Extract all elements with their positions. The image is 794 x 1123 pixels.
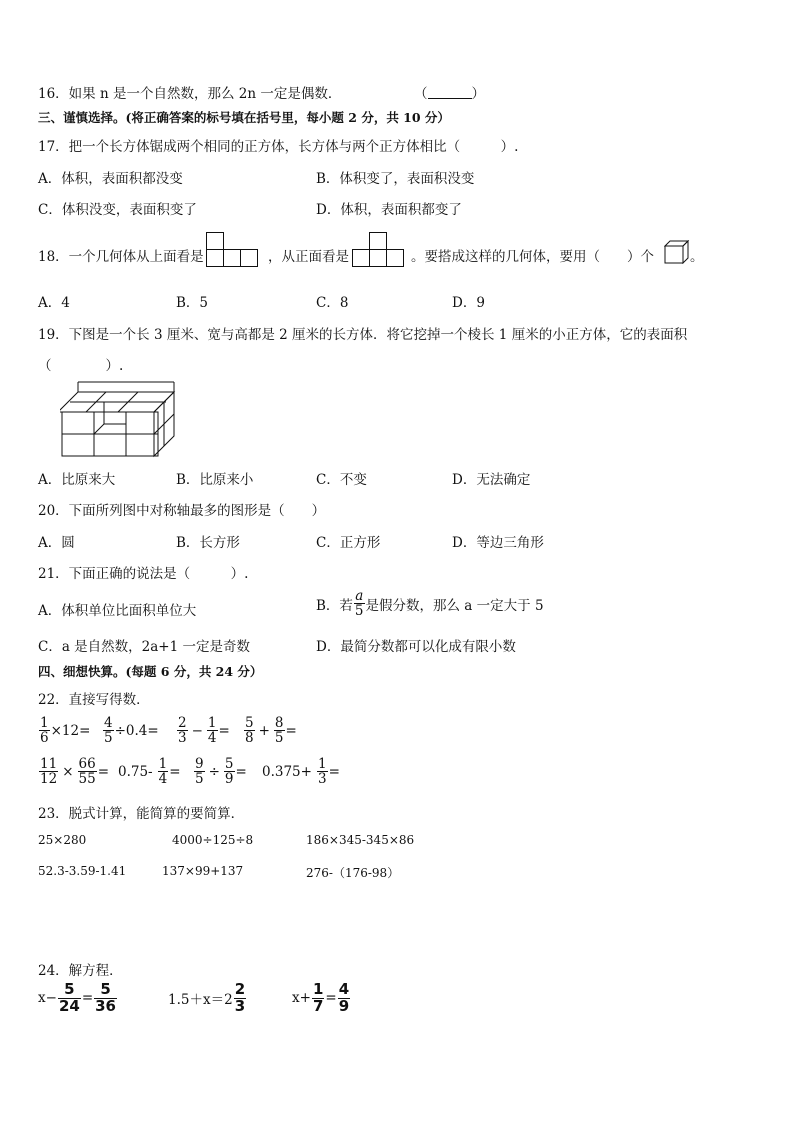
expr-tail: ÷0.4=	[114, 722, 159, 739]
q19-stem: 19．下图是一个长 3 厘米、宽与高都是 2 厘米的长方体．将它挖掉一个棱长 1 厘米的小正方体，它的表面积	[38, 327, 688, 343]
fraction-numerator: 1	[317, 756, 327, 772]
q22-row1-item2	[102, 716, 159, 745]
grid-cell	[206, 232, 224, 250]
q17-stem: 17．把一个长方体锯成两个相同的正方体，长方体与两个正方体相比（ ）.	[38, 139, 519, 155]
grid-cell	[369, 232, 387, 250]
grid-cell	[240, 249, 258, 267]
fraction-denominator: 55	[78, 771, 96, 788]
q21-optb-post: 是假分数，那么 a 一定大于 5	[365, 597, 544, 614]
q23-item-3: 186×345-345×86	[306, 833, 415, 847]
q19-option-d[interactable]: D．无法确定	[452, 472, 531, 488]
fraction-numerator: 2	[234, 980, 246, 998]
expr-pre: 0.75-	[118, 763, 153, 780]
fraction-numerator: 1	[207, 715, 217, 731]
q18-stem-part1: 18．一个几何体从上面看是	[38, 249, 204, 265]
fraction-denominator: 4	[207, 730, 217, 747]
fraction-denominator: 4	[158, 771, 168, 788]
q18-stem-part3: 。要搭成这样的几何体，要用（ ）个	[411, 249, 654, 265]
fraction-denominator: 6	[40, 730, 49, 747]
fraction-numerator: 5	[224, 756, 234, 772]
equation-pre: 1.5＋x＝2	[168, 992, 233, 1009]
q17-option-a[interactable]: A．体积，表面积都没变	[38, 171, 183, 187]
q24-equation-2	[168, 982, 247, 1015]
q24-equation-3	[292, 982, 351, 1015]
q18-stem-part4: 。	[690, 249, 704, 265]
operator: −	[191, 722, 203, 739]
q22-row2-item1	[38, 757, 109, 786]
fraction-numerator: 5	[245, 715, 254, 731]
fraction-numerator: 5	[58, 982, 81, 999]
q17-option-d[interactable]: D．体积，表面积都变了	[316, 202, 462, 218]
fraction-numerator: 1	[312, 980, 324, 998]
fraction-denominator: 9	[224, 771, 234, 788]
equals-sign: =	[325, 990, 337, 1007]
fraction-numerator: 5	[94, 982, 117, 999]
q19-option-c[interactable]: C．不变	[316, 472, 367, 488]
fraction-denominator: 8	[245, 730, 254, 747]
fraction-denominator: 9	[338, 996, 350, 1015]
fraction-numerator: a	[355, 588, 364, 604]
q21-option-b[interactable]	[316, 589, 544, 618]
q22-row2-item3	[193, 757, 247, 786]
expr-tail: ×12=	[50, 722, 91, 739]
cube-icon	[664, 240, 690, 264]
q21-option-d[interactable]: D．最简分数都可以化成有限小数	[316, 639, 516, 655]
equation-pre: x+	[292, 990, 311, 1007]
fraction-denominator: 12	[40, 771, 58, 788]
q21-stem: 21．下面正确的说法是（ ）.	[38, 566, 249, 582]
q20-option-c[interactable]: C．正方形	[316, 535, 381, 551]
fraction-denominator: 3	[178, 730, 187, 747]
fraction-denominator: 5	[354, 603, 364, 620]
fraction-numerator: 11	[40, 756, 58, 772]
q16-blank-line	[428, 86, 472, 99]
q21-option-c[interactable]: C．a 是自然数，2a+1 一定是奇数	[38, 639, 250, 655]
fraction-denominator: 5	[195, 771, 204, 788]
grid-cell	[352, 249, 370, 267]
expr-tail: =	[218, 722, 230, 739]
q21-option-a[interactable]: A．体积单位比面积单位大	[38, 603, 197, 619]
q20-stem: 20．下面所列图中对称轴最多的图形是（ ）	[38, 503, 326, 519]
q24-stem: 24．解方程．	[38, 963, 123, 979]
q20-option-b[interactable]: B．长方形	[176, 535, 240, 551]
q21-optb-pre: B．若	[316, 597, 353, 614]
fraction-denominator: 3	[234, 996, 246, 1015]
q19-option-b[interactable]: B．比原来小	[176, 472, 254, 488]
fraction-numerator: 4	[338, 980, 350, 998]
fraction-denominator: 5	[274, 730, 284, 747]
operator: +	[258, 722, 270, 739]
fraction-numerator: 8	[274, 715, 284, 731]
q23-stem: 23．脱式计算，能简算的要简算．	[38, 806, 245, 822]
fraction-numerator: 66	[78, 756, 96, 772]
q18-option-c[interactable]: C．8	[316, 295, 349, 311]
fraction-denominator: 36	[95, 996, 116, 1015]
q22-stem: 22．直接写得数．	[38, 692, 150, 708]
q17-option-b[interactable]: B．体积变了，表面积没变	[316, 171, 475, 187]
grid-cell	[386, 249, 404, 267]
section3-title: 三、谨慎选择。(将正确答案的标号填在括号里，每小题 2 分，共 10 分）	[38, 110, 450, 125]
q23-item-4: 52.3-3.59-1.41	[38, 864, 127, 878]
fraction-denominator: 3	[317, 771, 327, 788]
fraction-denominator: 24	[58, 996, 80, 1015]
grid-cell	[369, 249, 387, 267]
expr-tail: =	[235, 763, 247, 780]
q17-option-c[interactable]: C．体积没变，表面积变了	[38, 202, 197, 218]
q22-row1-item3	[176, 716, 230, 745]
top-view-figure	[206, 232, 266, 272]
q22-row2-item2	[118, 757, 181, 786]
expr-pre: 0.375+	[262, 763, 312, 780]
front-view-figure	[352, 232, 412, 272]
fraction-numerator: 1	[158, 756, 168, 772]
fraction-numerator: 1	[40, 715, 49, 731]
q20-option-a[interactable]: A．圆	[38, 535, 75, 551]
fraction-numerator: 4	[104, 715, 113, 731]
expr-tail: =	[328, 763, 340, 780]
equation-pre: x−	[38, 990, 57, 1007]
q16-paren-close: ）	[471, 86, 485, 102]
q22-row2-item4	[262, 757, 340, 786]
fraction-numerator: 9	[195, 756, 204, 772]
equals-sign: =	[81, 990, 94, 1007]
cuboid-figure	[60, 380, 176, 462]
expr-tail: =	[285, 722, 297, 739]
operator: ×	[62, 763, 74, 780]
q23-item-1: 25×280	[38, 833, 87, 847]
q22-row1-item4	[243, 716, 297, 745]
q24-equation-1	[38, 982, 118, 1015]
grid-cell	[206, 249, 224, 267]
q23-item-6: 276-（176-98）	[306, 866, 400, 880]
expr-tail: =	[169, 763, 181, 780]
expr-tail: =	[97, 763, 109, 780]
q16-stem: 16．如果 n 是一个自然数，那么 2n 一定是偶数．	[38, 86, 342, 102]
q19-stem-paren: （ ）.	[38, 358, 124, 374]
q23-item-2: 4000÷125÷8	[172, 833, 254, 847]
section4-title: 四、细想快算。(每题 6 分，共 24 分）	[38, 664, 263, 679]
q19-option-a[interactable]: A．比原来大	[38, 472, 116, 488]
fraction-denominator: 5	[104, 730, 113, 747]
operator: ÷	[208, 763, 220, 780]
q16-answer-blank[interactable]	[414, 82, 485, 102]
q20-option-d[interactable]: D．等边三角形	[452, 535, 544, 551]
fraction-denominator: 7	[312, 996, 324, 1015]
q18-stem-part2: ，从正面看是	[268, 249, 349, 265]
fraction-numerator: 2	[178, 715, 187, 731]
q18-option-a[interactable]: A．4	[38, 295, 70, 311]
q16-paren-open: （	[414, 86, 428, 102]
q18-option-d[interactable]: D．9	[452, 295, 485, 311]
grid-cell	[223, 249, 241, 267]
q18-option-b[interactable]: B．5	[176, 295, 209, 311]
q23-item-5: 137×99+137	[162, 864, 244, 878]
fraction-a-over-5	[354, 589, 365, 618]
q22-row1-item1	[38, 716, 90, 745]
